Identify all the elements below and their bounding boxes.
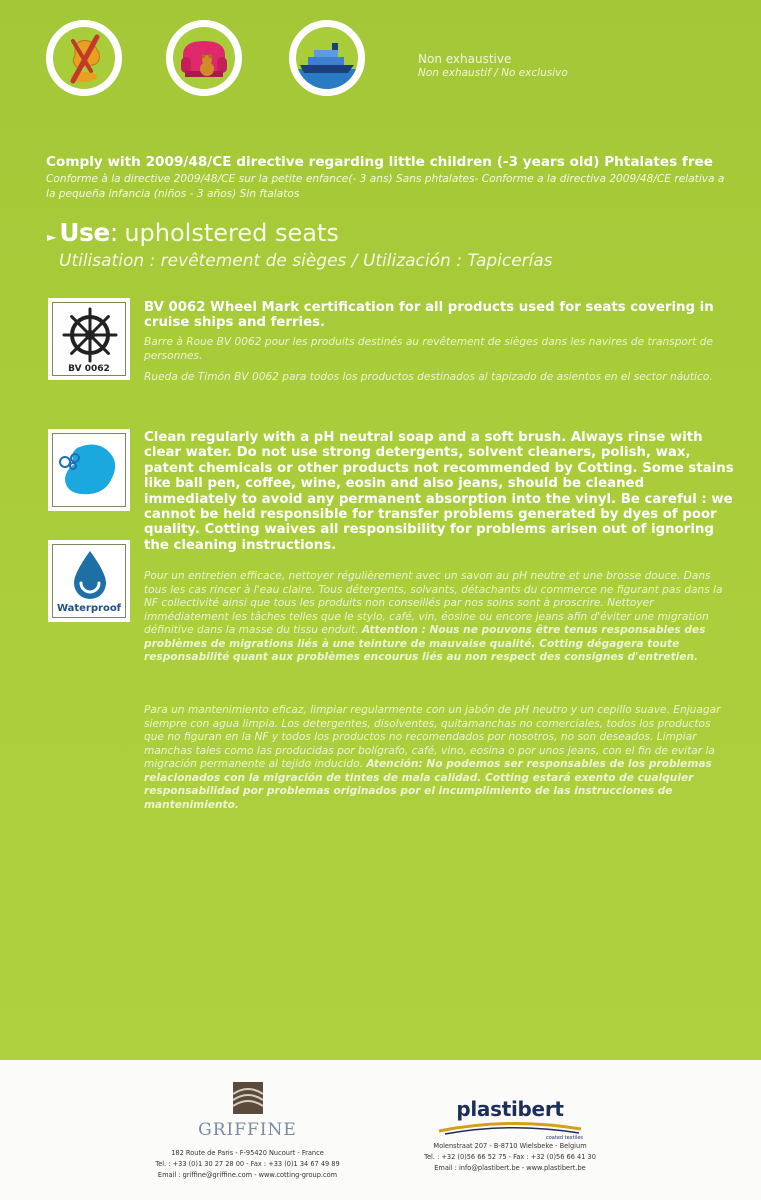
plastibert-name: plastibert xyxy=(456,1097,564,1121)
armchair-teddy-icon xyxy=(166,20,242,96)
comply-section xyxy=(46,154,726,202)
pool-bubbles-icon xyxy=(53,434,127,508)
wheel-badge-label: BV 0062 xyxy=(68,364,110,374)
plastibert-address xyxy=(405,1141,615,1174)
bullet-arrow-icon: ► xyxy=(47,230,57,244)
griffine-email-line: Email : griffine@griffine.com - www.cotting-group.com xyxy=(157,1171,338,1179)
cruise-ship-icon xyxy=(289,20,365,96)
plastibert-address-line: Molenstraat 207 - B-8710 Wielsbeke - Belgium xyxy=(433,1142,587,1150)
griffine-block xyxy=(140,1082,355,1181)
cleaning-spanish-body: Para un mantenimiento eficaz, limpiar regularmente con un jabón de pH neutro y un cepillo suave. Enjuagar siempre con agua limpia. Los detergentes, disolventes, quitamanchas no comerciales, todos los productos que no figuran en la NF y todos los productos no recomendados por nosotros, no son deseados. Limpiar manchas tales como las producidas por bolígrafo, café, vino, eosina o por unos jeans, con el fin de evitar la migración permanente al tejido inducido. xyxy=(144,704,721,770)
non-exhaustive-note xyxy=(418,52,568,79)
wheel-mark-spanish: Rueda de Timón BV 0062 para todos los productos destinados al tapizado de asientos en el sector náutico. xyxy=(144,371,713,383)
use-value: upholstered seats xyxy=(124,219,339,247)
plastibert-email-line: Email : info@plastibert.be - www.plastibert.be xyxy=(434,1164,586,1172)
plastibert-block xyxy=(405,1097,615,1174)
cleaning-instructions-english: Clean regularly with a pH neutral soap and a soft brush. Always rinse with clear water. Do not use strong detergents, solvent cleaners, polish, wax, patent chemicals or other products not recommended by Cotting. Some stains like ball pen, coffee, wine, eosin and also jeans, should be cleaned immediately to avoid any permanent absorption into the vinyl. Be careful : we cannot be held responsible for transfer problems generated by dyes of poor quality. Cotting waives all responsibility for problems arisen out of ignoring the cleaning instructions. xyxy=(144,430,734,553)
griffine-address xyxy=(140,1148,355,1181)
non-exhaustive-label: Non exhaustive xyxy=(418,52,512,66)
plastibert-tagline: coated textiles xyxy=(546,1135,583,1141)
cleaning-instructions-spanish xyxy=(144,704,729,812)
no-children-toys-icon xyxy=(46,20,122,96)
cleaning-badge xyxy=(48,429,130,511)
waterproof-label: Waterproof xyxy=(56,603,122,614)
wheel-mark-title: BV 0062 Wheel Mark certification for all products used for seats covering in cruise ships and ferries. xyxy=(144,300,714,330)
use-colon: : xyxy=(109,218,119,247)
use-label: Use xyxy=(59,218,110,247)
cleaning-instructions-french xyxy=(144,570,729,665)
comply-heading: Comply with 2009/48/CE directive regarding little children (-3 years old) Phtalates free xyxy=(46,154,713,170)
use-translation: Utilisation : revêtement de sièges / Utilización : Tapicerías xyxy=(59,251,553,271)
griffine-name: GRIFFINE xyxy=(198,1120,297,1140)
griffine-address-line: 182 Route de Paris - F-95420 Nucourt - France xyxy=(171,1149,324,1157)
waterproof-badge xyxy=(48,540,130,622)
plastibert-swoosh-icon xyxy=(435,1121,585,1135)
footer xyxy=(0,1060,761,1200)
non-exhaustive-translation: Non exhaustif / No exclusivo xyxy=(418,67,568,79)
cleaning-spanish-warning: Atención: No podemos ser responsables de los problemas relacionados con la migración de tintes de mala calidad. Cotting estará exento de cualquier responsabilidad por problemas originados por el incumplimiento de las instrucciones de mantenimiento. xyxy=(144,758,712,811)
comply-translation: Conforme à la directive 2009/48/CE sur la petite enfance(- 3 ans) Sans phtalates- Conforme a la directiva 2009/48/CE relativa a la pequeña infancia (niños - 3 años) Sin ftalatos xyxy=(46,173,725,200)
wheel-mark-french: Barre à Roue BV 0062 pour les produits destinés au revêtement de sièges dans les navires de transport de personnes. xyxy=(144,336,714,362)
cleaning-french-body: Pour un entretien efficace, nettoyer régulièrement avec un savon au pH neutre et une brosse douce. Dans tous les cas rincer à l'eau claire. Tous détergents, solvants, détachants du commerce ne figurant pas dans la NF collectivité ainsi que tous les produits non conseillés par nos soins sont à proscrire. Nettoyer immédiatement les tâches telles que le stylo, café, vin, éosine ou encore jeans afin d'éviter une migration définitive dans la masse du tissu enduit. xyxy=(144,570,723,636)
use-section xyxy=(47,218,553,271)
griffine-logo-icon xyxy=(233,1082,263,1114)
plastibert-phone-line: Tel. : +32 (0)56 66 52 75 - Fax : +32 (0)56 66 41 30 xyxy=(424,1153,596,1161)
griffine-phone-line: Tel. : +33 (0)1 30 27 28 00 - Fax : +33 (0)1 34 67 49 89 xyxy=(155,1160,340,1168)
cleaning-french-warning: Attention : Nous ne pouvons être tenus responsables des problèmes de migrations liés à une teinture de mauvaise qualité. Cotting dégagera toute responsabilité quant aux problèmes encourus liés au non respect des consignes d'entretien. xyxy=(144,624,706,663)
wheel-mark-badge xyxy=(48,298,130,380)
